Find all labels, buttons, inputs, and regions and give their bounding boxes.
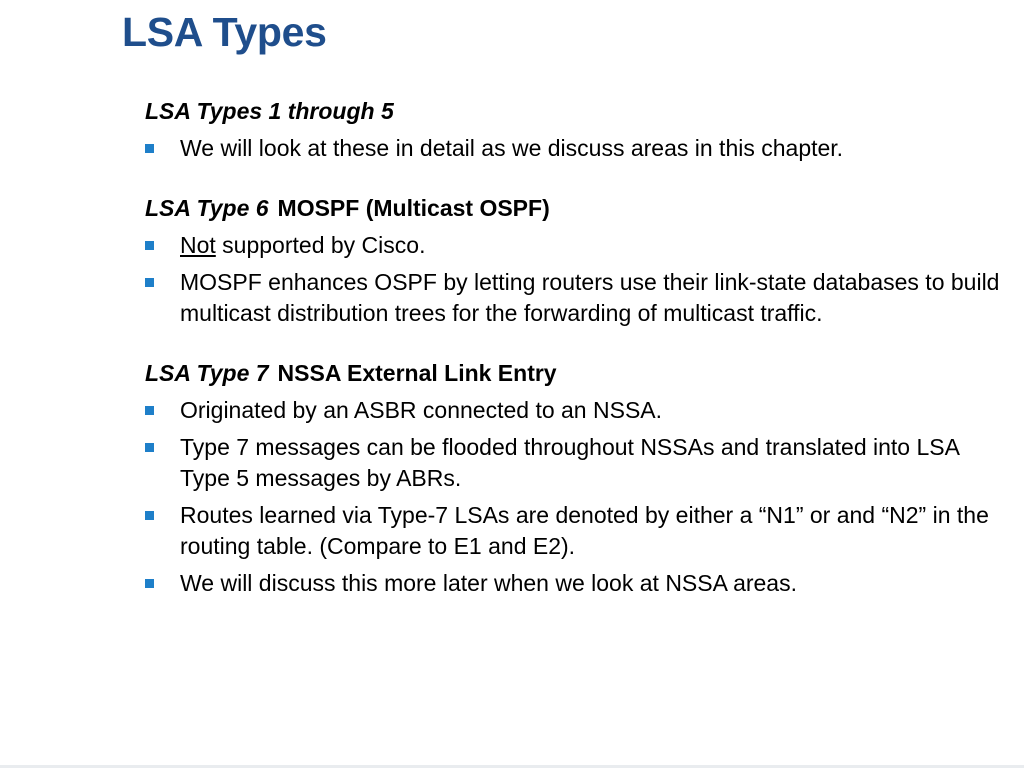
section-lsa-type-6 <box>145 193 1005 329</box>
section-heading <box>145 96 1005 133</box>
bullet-list <box>145 133 1005 164</box>
bullet-text: MOSPF enhances OSPF by letting routers use their link-state databases to build multicast distribution trees for the forwarding of multicast traffic. <box>180 269 1000 326</box>
bullet-list <box>145 395 1005 599</box>
slide-title: LSA Types <box>122 9 327 55</box>
lsa-type-label: LSA Types 1 through 5 <box>145 98 394 124</box>
bullet-item <box>145 395 1005 426</box>
section-heading <box>145 193 1005 230</box>
section-lsa-types-1-5 <box>145 96 1005 164</box>
square-bullet-icon <box>145 278 154 287</box>
bullet-item <box>145 568 1005 599</box>
square-bullet-icon <box>145 511 154 520</box>
bullet-list <box>145 230 1005 329</box>
square-bullet-icon <box>145 443 154 452</box>
lsa-type-description: MOSPF (Multicast OSPF) <box>277 195 550 221</box>
bullet-text: Routes learned via Type-7 LSAs are denoted by either a “N1” or and “N2” in the routing table. (Compare to E1 and E2). <box>180 502 989 559</box>
square-bullet-icon <box>145 579 154 588</box>
bullet-item <box>145 432 1005 494</box>
lsa-type-label: LSA Type 7 <box>145 360 269 386</box>
square-bullet-icon <box>145 241 154 250</box>
bullet-item <box>145 500 1005 562</box>
bullet-text: supported by Cisco. <box>215 232 426 258</box>
slide-body <box>145 96 1005 628</box>
lsa-type-description: NSSA External Link Entry <box>277 360 557 386</box>
section-heading <box>145 358 1005 395</box>
bullet-text: We will look at these in detail as we discuss areas in this chapter. <box>180 135 844 161</box>
bullet-emphasis: Not <box>180 232 216 258</box>
bullet-text: We will discuss this more later when we look at NSSA areas. <box>180 570 797 596</box>
bullet-item <box>145 230 1005 261</box>
bullet-item <box>145 267 1005 329</box>
square-bullet-icon <box>145 144 154 153</box>
square-bullet-icon <box>145 406 154 415</box>
lsa-type-label: LSA Type 6 <box>145 195 269 221</box>
bullet-item <box>145 133 1005 164</box>
bullet-text: Originated by an ASBR connected to an NSSA. <box>180 397 663 423</box>
bullet-text: Type 7 messages can be flooded throughout NSSAs and translated into LSA Type 5 messages by ABRs. <box>180 434 959 491</box>
section-lsa-type-7 <box>145 358 1005 599</box>
